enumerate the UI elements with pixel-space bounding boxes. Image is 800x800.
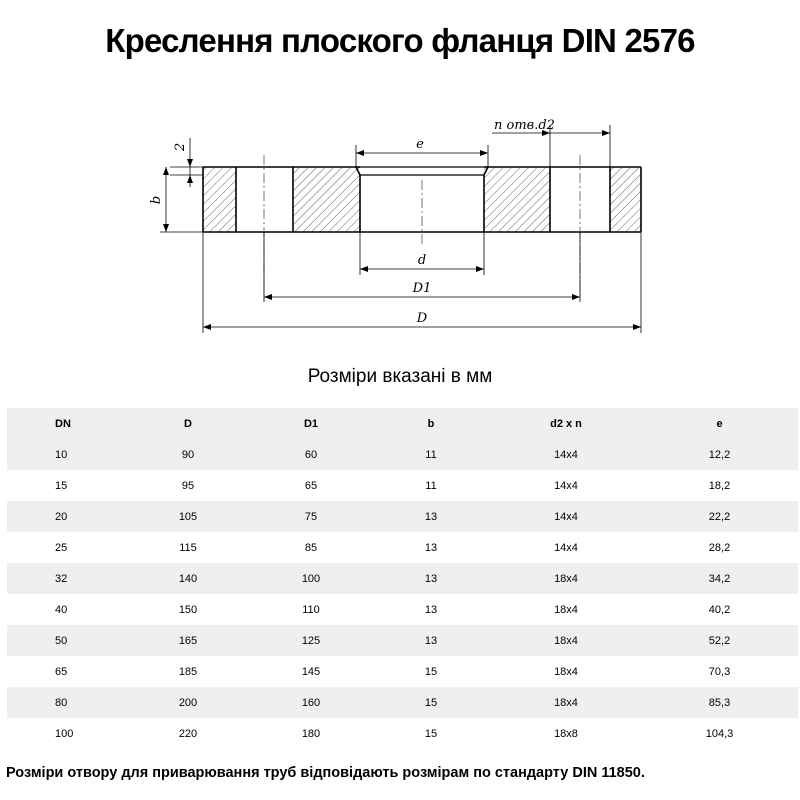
table-cell: 13 [424, 603, 438, 616]
table-cell: 18x8 [554, 727, 578, 740]
table-cell: 20 [55, 510, 68, 523]
table-cell: 60 [304, 448, 318, 461]
table-cell: 18x4 [554, 603, 578, 616]
table-cell: 18x4 [554, 665, 578, 678]
table-cell: 32 [55, 572, 68, 585]
page-title: Креслення плоского фланця DIN 2576 [105, 22, 695, 59]
table-cell: 165 [178, 634, 198, 647]
table-row [7, 718, 798, 749]
table-cell: 105 [178, 510, 198, 523]
table-cell: 50 [55, 634, 68, 647]
units-note: Розміри вказані в мм [307, 366, 493, 387]
table-cell: 13 [424, 634, 438, 647]
table-cell: 14x4 [554, 510, 578, 523]
table-cell: 90 [181, 448, 195, 461]
table-cell: 13 [424, 510, 438, 523]
table-header-row [7, 408, 798, 439]
col-header-d1: D1 [303, 417, 319, 430]
table-cell: 14x4 [554, 448, 578, 461]
table-cell: 40,2 [708, 603, 731, 616]
table-cell: 185 [178, 665, 198, 678]
col-header-dn: DN [55, 417, 71, 430]
dim-label-d: d [417, 253, 427, 268]
table-cell: 18,2 [708, 479, 731, 492]
table-cell: 22,2 [708, 510, 731, 523]
table-cell: 180 [301, 727, 321, 740]
table-cell: 18x4 [554, 634, 578, 647]
table-cell: 200 [178, 696, 198, 709]
dim-label-D1: D1 [412, 281, 432, 296]
table-cell: 65 [304, 479, 318, 492]
dimensions-table [7, 408, 798, 749]
table-cell: 34,2 [708, 572, 731, 585]
table-row [7, 656, 798, 687]
table-cell: 95 [181, 479, 195, 492]
table-cell: 110 [302, 603, 320, 616]
dim-label-D: D [416, 311, 428, 326]
dim-label-holes: n отв.d2 [494, 118, 555, 133]
flange-drawing [0, 105, 800, 345]
table-cell: 125 [301, 634, 321, 647]
table-cell: 52,2 [708, 634, 731, 647]
table-cell: 12,2 [708, 448, 731, 461]
table-body [7, 439, 798, 749]
table-cell: 40 [55, 603, 68, 616]
table-cell: 75 [304, 510, 318, 523]
table-cell: 13 [424, 541, 438, 554]
table-cell: 115 [179, 541, 197, 554]
col-header-d2xn: d2 x n [550, 417, 582, 430]
table-cell: 13 [424, 572, 438, 585]
table-cell: 145 [301, 665, 321, 678]
table-row [7, 563, 798, 594]
table-cell: 11 [425, 448, 437, 461]
table-row [7, 439, 798, 470]
table-row [7, 470, 798, 501]
table-cell: 15 [55, 479, 68, 492]
table-row [7, 532, 798, 563]
table-row [7, 687, 798, 718]
table-cell: 18x4 [554, 572, 578, 585]
table-cell: 15 [424, 727, 438, 740]
table-cell: 14x4 [554, 479, 578, 492]
table-cell: 15 [424, 696, 438, 709]
table-cell: 25 [55, 541, 68, 554]
table-cell: 10 [55, 448, 68, 461]
table-cell: 140 [178, 572, 198, 585]
table-cell: 85 [304, 541, 318, 554]
table-cell: 150 [178, 603, 198, 616]
table-row [7, 594, 798, 625]
table-cell: 100 [301, 572, 321, 585]
table-cell: 28,2 [708, 541, 731, 554]
table-cell: 11 [425, 479, 437, 492]
dim-label-e: e [416, 137, 424, 152]
col-header-e: e [716, 417, 723, 430]
table-cell: 18x4 [554, 696, 578, 709]
dim-label-2: 2 [173, 142, 188, 152]
col-header-b: b [427, 417, 435, 430]
footnote: Розміри отвору для приварювання труб відповідають розмірам по стандарту DIN 11850. [6, 765, 645, 781]
table-row [7, 625, 798, 656]
table-cell: 14x4 [554, 541, 578, 554]
table-row [7, 501, 798, 532]
col-header-d-outer: D [184, 417, 192, 430]
table-cell: 85,3 [708, 696, 731, 709]
table-cell: 160 [301, 696, 321, 709]
table-cell: 80 [55, 696, 68, 709]
table-cell: 15 [424, 665, 438, 678]
table-cell: 70,3 [708, 665, 731, 678]
table-cell: 65 [55, 665, 68, 678]
table-cell: 220 [178, 727, 198, 740]
dim-label-b: b [149, 195, 164, 205]
table-cell: 104,3 [705, 727, 734, 740]
table-cell: 100 [55, 727, 74, 740]
